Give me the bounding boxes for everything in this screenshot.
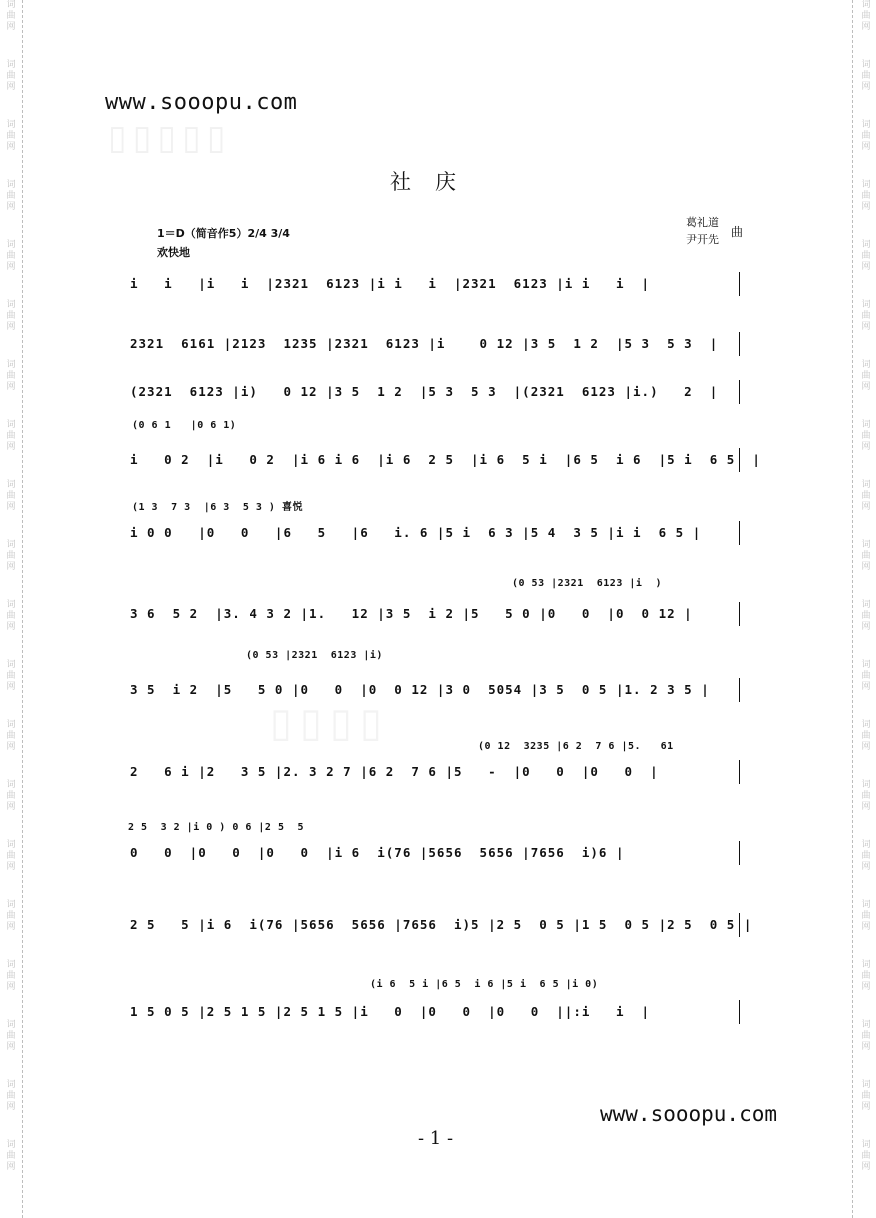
score-line: 3 5 i 2 |5 5 0 |0 0 |0 0 12 |3 0 5054 |3 5 0 5 |1. 2 3 5 |: [130, 682, 710, 697]
watermark-char: 网: [6, 82, 16, 92]
watermark-char: 词: [861, 120, 871, 130]
watermark-char: 曲: [6, 251, 16, 261]
watermark-char: 网: [6, 742, 16, 752]
watermark-char: 词: [861, 480, 871, 490]
composer-name: 尹开先: [686, 233, 719, 246]
watermark-gap: [856, 453, 876, 480]
watermark-gap: [1, 1173, 21, 1200]
bar-line: [739, 678, 740, 702]
watermark-char: 曲: [861, 251, 871, 261]
watermark-char: 词: [6, 360, 16, 370]
watermark-char: 词: [6, 780, 16, 790]
bar-line: [739, 521, 740, 545]
watermark-char: 词: [6, 840, 16, 850]
watermark-char: 曲: [861, 791, 871, 801]
watermark-char: 网: [6, 202, 16, 212]
watermark-char: 网: [861, 442, 871, 452]
watermark-gap: [856, 993, 876, 1020]
watermark-char: 词: [6, 420, 16, 430]
score-line: 2 5 5 |i 6 i(76 |5656 5656 |7656 i)5 |2 5 0 5 |1 5 0 5 |2 5 0 5 |: [130, 917, 753, 932]
watermark-char: 网: [6, 802, 16, 812]
watermark-char: 词: [6, 480, 16, 490]
watermark-char: 词: [6, 180, 16, 190]
watermark-char: 词: [6, 60, 16, 70]
watermark-char: 词: [861, 1020, 871, 1030]
watermark-char: 网: [6, 1162, 16, 1172]
watermark-char: 曲: [861, 311, 871, 321]
watermark-char: 曲: [6, 311, 16, 321]
watermark-char: 曲: [6, 791, 16, 801]
watermark-char: 网: [861, 322, 871, 332]
watermark-char: 曲: [6, 1151, 16, 1161]
watermark-char: 曲: [6, 71, 16, 81]
watermark-char: 词: [6, 120, 16, 130]
bar-line: [739, 760, 740, 784]
watermark-gap: [856, 693, 876, 720]
score-line: i 0 2 |i 0 2 |i 6 i 6 |i 6 2 5 |i 6 5 i |6 5 i 6 |5 i 6 5 |: [130, 452, 761, 467]
page-number: - 1 -: [418, 1128, 454, 1149]
watermark-gap: [1, 513, 21, 540]
tempo-marking: 欢快地: [157, 246, 190, 259]
watermark-char: 词: [861, 1080, 871, 1090]
score-line: 0 0 |0 0 |0 0 |i 6 i(76 |5656 5656 |7656 i)6 |: [130, 845, 625, 860]
left-watermark-column: [1, 0, 21, 1218]
watermark-gap: [1, 1053, 21, 1080]
bar-line: [739, 380, 740, 404]
watermark-char: 词: [861, 600, 871, 610]
watermark-char: 词: [861, 240, 871, 250]
page-title: 社庆: [390, 170, 480, 194]
bar-line: [739, 1000, 740, 1024]
watermark-char: 曲: [6, 611, 16, 621]
watermark-char: 网: [6, 922, 16, 932]
watermark-gap: [856, 333, 876, 360]
watermark-char: 词: [861, 1140, 871, 1150]
watermark-char: 曲: [861, 191, 871, 201]
watermark-gap: [856, 1053, 876, 1080]
watermark-char: 网: [6, 1102, 16, 1112]
watermark-char: 曲: [6, 731, 16, 741]
watermark-gap: [1, 213, 21, 240]
score-subline: (0 53 |2321 6123 |i ): [512, 578, 662, 589]
left-page-border: [22, 0, 23, 1218]
watermark-gap: [1, 693, 21, 720]
score-subline: (1 3 7 3 |6 3 5 3 ) 喜悦: [132, 502, 303, 513]
watermark-char: 曲: [861, 131, 871, 141]
watermark-char: 网: [861, 622, 871, 632]
score-line: 2321 6161 |2123 1235 |2321 6123 |i 0 12 |3 5 1 2 |5 3 5 3 |: [130, 336, 719, 351]
site-url-bottom: www.sooopu.com: [600, 1102, 778, 1126]
watermark-char: 网: [6, 262, 16, 272]
watermark-char: 网: [6, 322, 16, 332]
watermark-char: 词: [861, 900, 871, 910]
watermark-gap: [1, 453, 21, 480]
bar-line: [739, 841, 740, 865]
score-subline: (0 6 1 |0 6 1): [132, 420, 237, 431]
watermark-char: 网: [6, 502, 16, 512]
composer-list: [686, 214, 719, 248]
watermark-char: 网: [861, 1042, 871, 1052]
watermark-gap: [1, 93, 21, 120]
watermark-char: 词: [6, 660, 16, 670]
watermark-gap: [856, 813, 876, 840]
watermark-gap: [1, 933, 21, 960]
watermark-char: 曲: [861, 551, 871, 561]
watermark-char: 网: [861, 1102, 871, 1112]
watermark-char: 曲: [861, 1151, 871, 1161]
watermark-char: 网: [861, 382, 871, 392]
watermark-gap: [856, 633, 876, 660]
watermark-char: 网: [6, 682, 16, 692]
watermark-char: 曲: [861, 671, 871, 681]
watermark-char: 曲: [6, 851, 16, 861]
watermark-char: 网: [6, 382, 16, 392]
watermark-char: 词: [861, 60, 871, 70]
watermark-char: 词: [6, 1140, 16, 1150]
bar-line: [739, 332, 740, 356]
watermark-char: 曲: [6, 431, 16, 441]
score-subline: 2 5 3 2 |i 0 ) 0 6 |2 5 5: [128, 822, 305, 833]
watermark-gap: [856, 33, 876, 60]
watermark-char: 词: [861, 720, 871, 730]
watermark-char: 曲: [861, 71, 871, 81]
watermark-char: 曲: [861, 911, 871, 921]
watermark-char: 曲: [861, 1091, 871, 1101]
watermark-gap: [1, 153, 21, 180]
watermark-char: 曲: [861, 11, 871, 21]
watermark-char: 词: [861, 780, 871, 790]
right-page-border: [852, 0, 853, 1218]
score-subline: (0 12 3235 |6 2 7 6 |5. 61: [478, 741, 674, 752]
watermark-char: 曲: [6, 371, 16, 381]
watermark-char: 词: [6, 0, 16, 10]
watermark-char: 网: [861, 202, 871, 212]
site-url-top: www.sooopu.com: [105, 90, 298, 115]
watermark-gap: [1, 633, 21, 660]
composer-suffix: 曲: [731, 225, 744, 239]
watermark-gap: [856, 153, 876, 180]
watermark-char: 网: [861, 802, 871, 812]
bar-line: [739, 272, 740, 296]
watermark-char: 曲: [6, 911, 16, 921]
watermark-char: 网: [861, 82, 871, 92]
watermark-char: 曲: [861, 851, 871, 861]
watermark-char: 词: [6, 600, 16, 610]
score-line: 3 6 5 2 |3. 4 3 2 |1. 12 |3 5 i 2 |5 5 0 |0 0 |0 0 12 |: [130, 606, 693, 621]
right-watermark-column: [856, 0, 876, 1218]
watermark-char: 曲: [6, 1091, 16, 1101]
watermark-char: 网: [861, 1162, 871, 1172]
watermark-char: 词: [6, 960, 16, 970]
watermark-char: 词: [6, 300, 16, 310]
watermark-gap: [1, 33, 21, 60]
watermark-char: 曲: [6, 491, 16, 501]
watermark-char: 网: [6, 562, 16, 572]
watermark-char: 网: [6, 22, 16, 32]
watermark-char: 网: [6, 862, 16, 872]
watermark-char: 曲: [6, 131, 16, 141]
watermark-gap: [856, 933, 876, 960]
watermark-gap: [856, 393, 876, 420]
score-line: 2 6 i |2 3 5 |2. 3 2 7 |6 2 7 6 |5 - |0 0 |0 0 |: [130, 764, 659, 779]
watermark-char: 词: [861, 960, 871, 970]
watermark-char: 词: [861, 420, 871, 430]
watermark-char: 词: [6, 1080, 16, 1090]
bar-line: [739, 602, 740, 626]
watermark-char: 曲: [861, 491, 871, 501]
watermark-char: 词: [6, 1020, 16, 1030]
watermark-char: 网: [6, 982, 16, 992]
key-signature: 1＝D（简音作5）2/4 3/4: [157, 227, 290, 240]
watermark-gap: [856, 213, 876, 240]
watermark-char: 网: [6, 1042, 16, 1052]
watermark-gap: [856, 873, 876, 900]
watermark-char: 曲: [6, 971, 16, 981]
watermark-gap: [856, 753, 876, 780]
watermark-char: 曲: [861, 731, 871, 741]
score-subline: (0 53 |2321 6123 |i): [246, 650, 383, 661]
watermark-char: 网: [861, 742, 871, 752]
watermark-char: 网: [861, 22, 871, 32]
watermark-char: 网: [861, 682, 871, 692]
watermark-gap: [1, 873, 21, 900]
watermark-char: 网: [861, 262, 871, 272]
watermark-char: 网: [861, 862, 871, 872]
watermark-char: 网: [861, 562, 871, 572]
watermark-char: 词: [6, 240, 16, 250]
watermark-char: 网: [861, 142, 871, 152]
score-line: i 0 0 |0 0 |6 5 |6 i. 6 |5 i 6 3 |5 4 3 5 |i i 6 5 |: [130, 525, 702, 540]
watermark-char: 曲: [861, 371, 871, 381]
watermark-char: 词: [6, 720, 16, 730]
watermark-gap: [856, 1173, 876, 1200]
watermark-char: 词: [861, 300, 871, 310]
watermark-char: 曲: [861, 971, 871, 981]
composer-name: 葛礼道: [686, 216, 719, 229]
watermark-char: 曲: [6, 191, 16, 201]
score-line: (2321 6123 |i) 0 12 |3 5 1 2 |5 3 5 3 |(2321 6123 |i.) 2 |: [130, 384, 719, 399]
faint-watermark-logo: ▯▯▯▯: [270, 700, 391, 746]
watermark-char: 网: [861, 502, 871, 512]
watermark-char: 曲: [6, 671, 16, 681]
score-line: i i |i i |2321 6123 |i i i |2321 6123 |i i i |: [130, 276, 651, 291]
watermark-char: 词: [861, 180, 871, 190]
watermark-gap: [856, 1113, 876, 1140]
bar-line: [739, 913, 740, 937]
watermark-gap: [1, 753, 21, 780]
watermark-gap: [1, 993, 21, 1020]
watermark-char: 曲: [861, 1031, 871, 1041]
watermark-gap: [856, 273, 876, 300]
watermark-char: 词: [861, 840, 871, 850]
watermark-char: 词: [6, 900, 16, 910]
watermark-char: 网: [6, 142, 16, 152]
watermark-char: 曲: [6, 11, 16, 21]
watermark-char: 曲: [861, 611, 871, 621]
watermark-char: 曲: [6, 551, 16, 561]
watermark-char: 曲: [861, 431, 871, 441]
watermark-gap: [1, 273, 21, 300]
watermark-char: 网: [861, 922, 871, 932]
watermark-char: 网: [6, 622, 16, 632]
watermark-char: 曲: [6, 1031, 16, 1041]
watermark-gap: [1, 393, 21, 420]
score-line: 1 5 0 5 |2 5 1 5 |2 5 1 5 |i 0 |0 0 |0 0 ||:i i |: [130, 1004, 651, 1019]
watermark-gap: [1, 333, 21, 360]
watermark-char: 词: [861, 360, 871, 370]
watermark-gap: [856, 513, 876, 540]
watermark-gap: [1, 813, 21, 840]
watermark-gap: [1, 573, 21, 600]
watermark-gap: [1, 1113, 21, 1140]
watermark-gap: [856, 573, 876, 600]
faint-watermark-logo: ▯▯▯▯▯: [108, 118, 232, 158]
watermark-char: 词: [861, 0, 871, 10]
watermark-char: 网: [6, 442, 16, 452]
watermark-char: 词: [861, 660, 871, 670]
watermark-char: 词: [6, 540, 16, 550]
watermark-gap: [856, 93, 876, 120]
score-subline: (i 6 5 i |6 5 i 6 |5 i 6 5 |i 0): [370, 979, 599, 990]
watermark-char: 词: [861, 540, 871, 550]
bar-line: [739, 448, 740, 472]
watermark-char: 网: [861, 982, 871, 992]
